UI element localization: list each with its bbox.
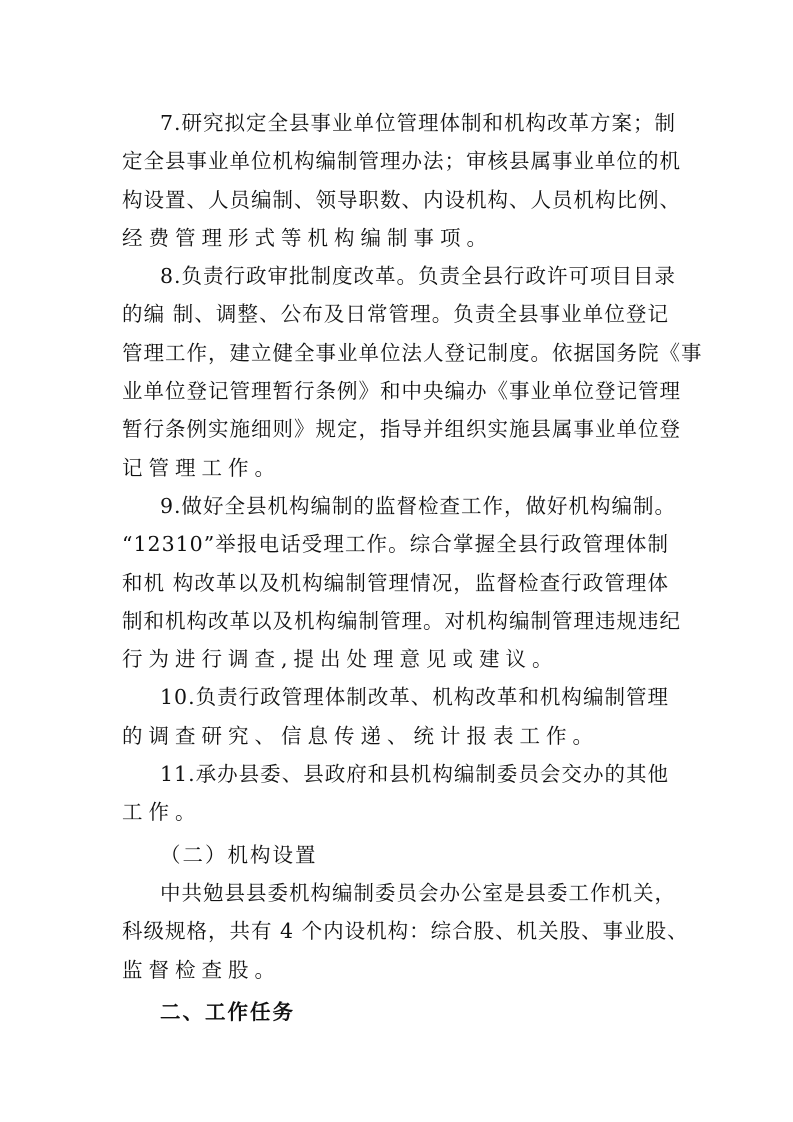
- paragraph-line: 科级规格，共有 4 个内设机构：综合股、机关股、事业股、: [122, 919, 689, 944]
- paragraph-line: 定全县事业单位机构编制管理办法；审核县属事业单位的机: [122, 149, 681, 174]
- paragraph-item-7: [122, 104, 681, 257]
- paragraph-line: 行为进行调查,提出处理意见或建议。: [122, 647, 559, 672]
- paragraph-item-8: [122, 257, 703, 487]
- paragraph-item-10: [122, 678, 669, 755]
- paragraph-line: 8.负责行政审批制度改革。负责全县行政许可项目目录: [160, 264, 677, 289]
- org-paragraph: [122, 874, 689, 989]
- paragraph-line: 工作。: [122, 800, 202, 825]
- paragraph-item-11: [122, 755, 669, 832]
- paragraph-line: 和机 构改革以及机构编制管理情况，监督检查行政管理体: [122, 570, 669, 595]
- paragraph-line: 7.研究拟定全县事业单位管理体制和机构改革方案；制: [160, 111, 677, 135]
- paragraph-line: 的调查研究、信息传递、统计报表工作。: [122, 723, 599, 748]
- paragraph-line: 业单位登记管理暂行条例》和中央编办《事业单位登记管理: [122, 379, 681, 404]
- paragraph-line: “12310”举报电话受理工作。综合掌握全县行政管理体制: [122, 532, 669, 557]
- paragraph-line: 的编 制、调整、公布及日常管理。负责全县事业单位登记: [122, 302, 669, 327]
- paragraph-item-9: [122, 487, 681, 678]
- paragraph-line: 构设置、人员编制、领导职数、内设机构、人员机构比例、: [122, 187, 681, 212]
- paragraph-line: 经费管理形式等机构编制事项。: [122, 225, 493, 250]
- paragraph-line: 制和机构改革以及机构编制管理。对机构编制管理违规违纪: [122, 608, 681, 633]
- section-heading: 二、工作任务: [160, 999, 295, 1024]
- paragraph-line: 10.负责行政管理体制改革、机构改革和机构编制管理: [160, 685, 669, 710]
- subheading: （二）机构设置: [160, 842, 318, 867]
- paragraph-line: 暂行条例实施细则》规定，指导并组织实施县属事业单位登: [122, 417, 681, 442]
- paragraph-line: 监督检查股。: [122, 957, 281, 982]
- document-body: [122, 104, 703, 1031]
- paragraph-line: 中共勉县县委机构编制委员会办公室是县委工作机关，: [160, 880, 676, 905]
- paragraph-line: 9.做好全县机构编制的监督检查工作，做好机构编制。: [160, 493, 677, 518]
- paragraph-line: 11.承办县委、县政府和县机构编制委员会交办的其他: [160, 762, 669, 787]
- paragraph-line: 记管理工作。: [122, 455, 281, 480]
- paragraph-line: 管理工作，建立健全事业单位法人登记制度。依据国务院《事: [122, 340, 703, 365]
